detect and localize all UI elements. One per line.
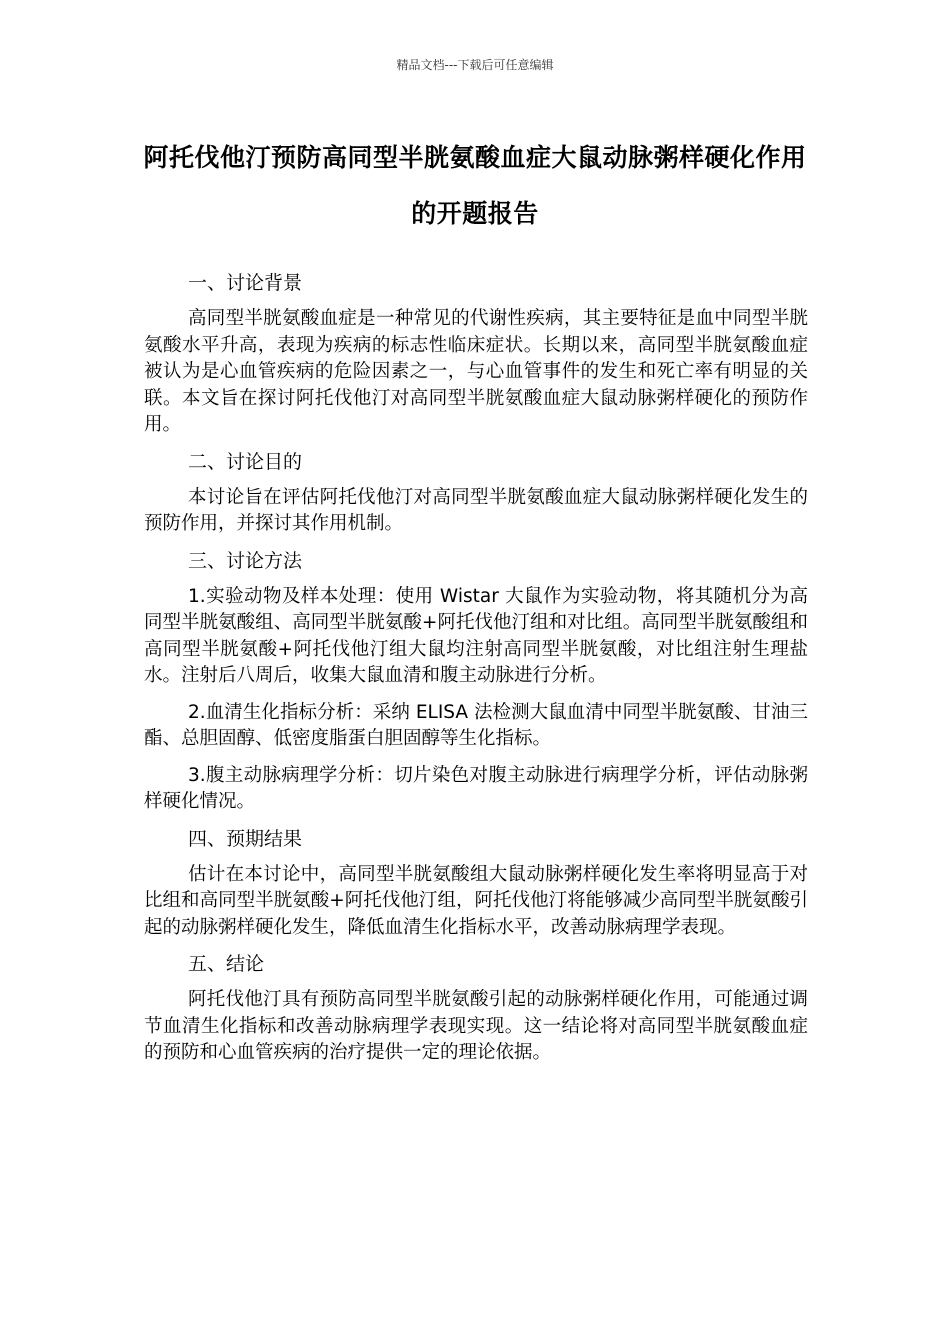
document-title: 阿托伐他汀预防高同型半胱氨酸血症大鼠动脉粥样硬化作用的开题报告 bbox=[143, 143, 807, 228]
paragraph-purpose: 本讨论旨在评估阿托伐他汀对高同型半胱氨酸血症大鼠动脉粥样硬化发生的预防作用，并探讨其作用机制。 bbox=[144, 486, 808, 534]
section-heading-background: 一、讨论背景 bbox=[188, 272, 303, 294]
paragraph-conclusion: 阿托伐他汀具有预防高同型半胱氨酸引起的动脉粥样硬化作用，可能通过调节血清生化指标和改善动脉病理学表现实现。这一结论将对高同型半胱氨酸血症的预防和心血管疾病的治疗提供一定的理论依据。 bbox=[144, 989, 808, 1063]
document-body bbox=[144, 270, 808, 1077]
section-heading-expected-results: 四、预期结果 bbox=[188, 827, 303, 850]
paragraph-background: 高同型半胱氨酸血症是一种常见的代谢性疾病，其主要特征是血中同型半胱氨酸水平升高，表现为疾病的标志性临床症状。长期以来，高同型半胱氨酸血症被认为是心血管疾病的危险因素之一，与心血管事件的发生和死亡率有明显的关联。本文旨在探讨阿托伐他汀对高同型半胱氨酸血症大鼠动脉粥样硬化的预防作用。 bbox=[144, 308, 808, 435]
section-heading-methods: 三、讨论方法 bbox=[188, 549, 303, 572]
paragraph-methods-pathology: 3.腹主动脉病理学分析：切片染色对腹主动脉进行病理学分析，评估动脉粥样硬化情况。 bbox=[144, 764, 808, 812]
section-heading-conclusion: 五、结论 bbox=[188, 953, 265, 975]
section-heading-purpose: 二、讨论目的 bbox=[188, 450, 303, 473]
paragraph-methods-animals: 1.实验动物及样本处理：使用 Wistar 大鼠作为实验动物，将其随机分为高同型半胱氨酸组、高同型半胱氨酸+阿托伐他汀组和对比组。高同型半胱氨酸组和高同型半胱氨酸+阿托伐他汀组大鼠均注射高同型半胱氨酸，对比组注射生理盐水。注射后八周后，收集大鼠血清和腹主动脉进行分析。 bbox=[144, 585, 808, 686]
paragraph-expected-results: 估计在本讨论中，高同型半胱氨酸组大鼠动脉粥样硬化发生率将明显高于对比组和高同型半胱氨酸+阿托伐他汀组，阿托伐他汀将能够减少高同型半胱氨酸引起的动脉粥样硬化发生，降低血清生化指标水平，改善动脉病理学表现。 bbox=[144, 863, 808, 938]
paragraph-methods-serum: 2.血清生化指标分析：采纳 ELISA 法检测大鼠血清中同型半胱氨酸、甘油三酯、总胆固醇、低密度脂蛋白胆固醇等生化指标。 bbox=[144, 701, 808, 749]
page-header-note: 精品文档---下载后可任意编辑 bbox=[396, 58, 554, 72]
